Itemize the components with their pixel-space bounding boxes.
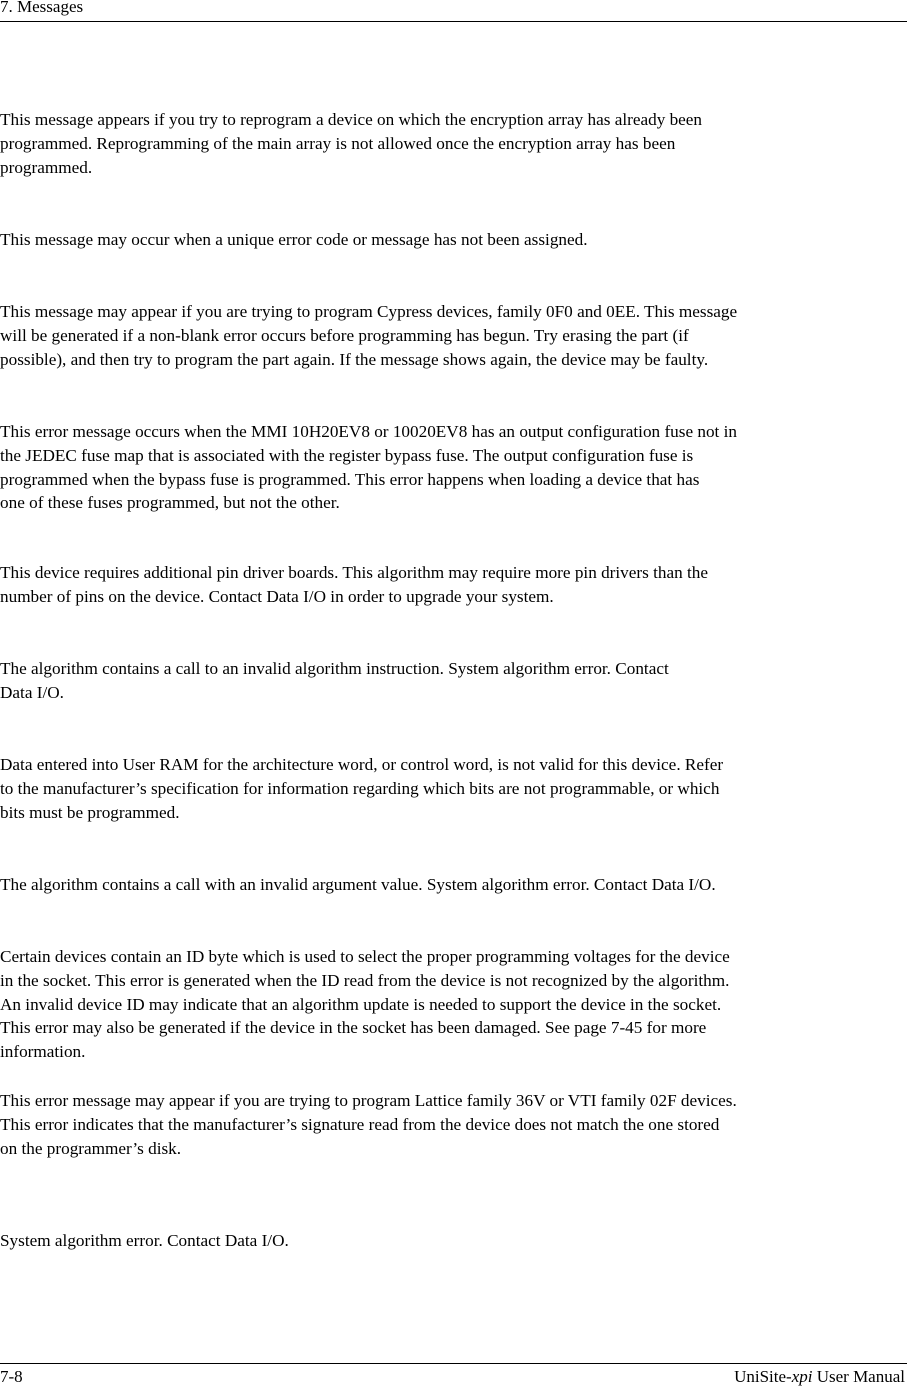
paragraph-line: System algorithm error. Contact Data I/O.	[0, 1231, 289, 1250]
paragraph-line: programmed. Reprogramming of the main array is not allowed once the encryption array has been	[0, 133, 676, 153]
paragraph-line: one of these fuses programmed, but not the other.	[0, 493, 340, 513]
manual-title	[734, 1367, 905, 1387]
paragraph-line: This message may appear if you are trying to program Cypress devices, family 0F0 and 0EE. This message	[0, 302, 738, 321]
paragraph-line: information.	[0, 1042, 86, 1062]
paragraph-line: This error message may appear if you are trying to program Lattice family 36V or VTI family 02F devices.	[0, 1091, 737, 1110]
paragraph-line: This device requires additional pin driver boards. This algorithm may require more pin drivers than the	[0, 563, 708, 582]
paragraph-line: to the manufacturer’s specification for information regarding which bits are not programmable, or which	[0, 778, 720, 798]
paragraph-line: An invalid device ID may indicate that an algorithm update is needed to support the device in the socket.	[0, 994, 722, 1014]
manual-title-suffix: User Manual	[812, 1367, 905, 1386]
paragraph-line: in the socket. This error is generated when the ID read from the device is not recognized by the algorithm.	[0, 970, 730, 990]
paragraph-line: programmed when the bypass fuse is programmed. This error happens when loading a device that has	[0, 469, 700, 489]
paragraph-line: This error indicates that the manufacturer’s signature read from the device does not match the one stored	[0, 1114, 720, 1134]
running-header: 7. Messages	[0, 0, 84, 16]
paragraph-line: Data I/O.	[0, 682, 64, 702]
manual-title-prefix: UniSite-	[734, 1367, 792, 1386]
header-rule	[0, 21, 907, 22]
paragraph-line: possible), and then try to program the part again. If the message shows again, the device may be faulty.	[0, 349, 709, 369]
message-paragraph	[0, 657, 907, 705]
paragraph-line: This message appears if you try to reprogram a device on which the encryption array has already been	[0, 110, 703, 129]
paragraph-line: number of pins on the device. Contact Data I/O in order to upgrade your system.	[0, 586, 554, 606]
paragraph-line: The algorithm contains a call to an invalid algorithm instruction. System algorithm error. Contact	[0, 659, 669, 678]
message-paragraph	[0, 420, 907, 515]
paragraph-line: Data entered into User RAM for the architecture word, or control word, is not valid for this device. Refer	[0, 755, 724, 774]
message-paragraph	[0, 300, 907, 371]
message-paragraph	[0, 873, 907, 897]
paragraph-line: Certain devices contain an ID byte which is used to select the proper programming voltages for the device	[0, 947, 730, 966]
page-number: 7-8	[0, 1367, 23, 1386]
paragraph-line: the JEDEC fuse map that is associated with the register bypass fuse. The output configuration fuse is	[0, 445, 694, 465]
paragraph-line: The algorithm contains a call with an invalid argument value. System algorithm error. Contact Data I/O.	[0, 875, 716, 894]
message-paragraph	[0, 228, 907, 252]
message-paragraph	[0, 561, 907, 609]
paragraph-line: programmed.	[0, 157, 93, 177]
message-paragraph	[0, 945, 907, 1064]
message-paragraph	[0, 1089, 907, 1160]
paragraph-line: This error may also be generated if the device in the socket has been damaged. See page 7-45 for more	[0, 1018, 707, 1038]
message-paragraph	[0, 1229, 907, 1253]
manual-title-italic: xpi	[791, 1367, 813, 1386]
paragraph-line: bits must be programmed.	[0, 802, 180, 822]
paragraph-line: will be generated if a non-blank error occurs before programming has begun. Try erasing the part (if	[0, 325, 689, 345]
paragraph-line: on the programmer’s disk.	[0, 1138, 182, 1158]
message-paragraph	[0, 753, 907, 824]
paragraph-line: This message may occur when a unique error code or message has not been assigned.	[0, 230, 588, 249]
message-paragraph	[0, 108, 907, 179]
footer-rule	[0, 1363, 907, 1364]
paragraph-line: This error message occurs when the MMI 10H20EV8 or 10020EV8 has an output configuration fuse not in	[0, 422, 737, 441]
